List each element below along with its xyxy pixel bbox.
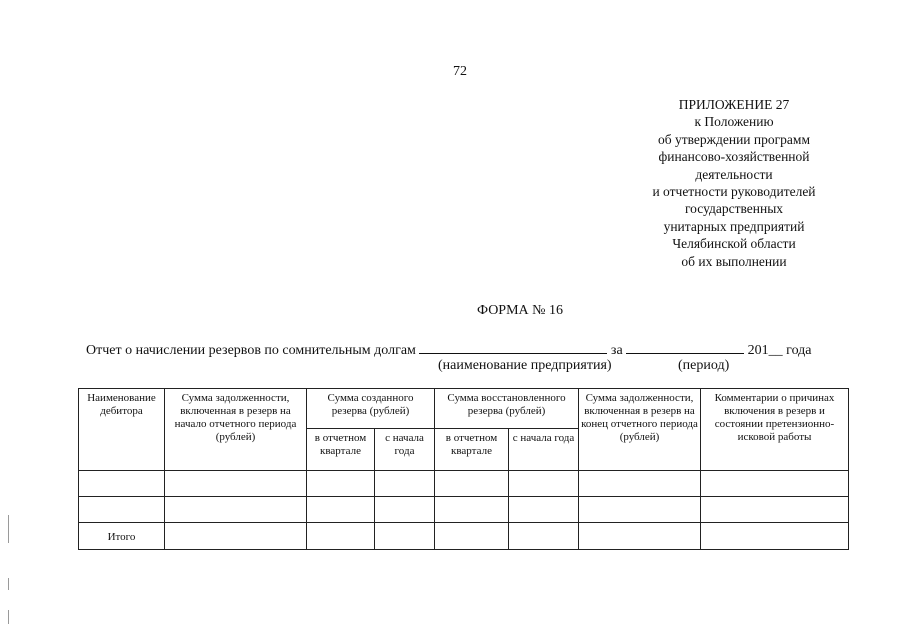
margin-mark — [8, 578, 9, 590]
table-cell[interactable] — [165, 471, 307, 497]
report-za: за — [610, 343, 623, 358]
appendix-block — [610, 96, 858, 270]
total-row — [79, 523, 849, 550]
table-cell[interactable] — [307, 523, 375, 550]
appendix-line: и отчетности руководителей — [652, 184, 816, 200]
header-created-reserve: Сумма созданного резерва (рублей) — [307, 389, 435, 429]
subheader-created-year: с начала года — [375, 429, 435, 471]
subheader-created-quarter: в отчетном квартале — [307, 429, 375, 471]
appendix-line: об утверждении программ — [657, 131, 810, 147]
table-cell[interactable] — [701, 523, 849, 550]
appendix-line: Челябинской области — [672, 236, 796, 252]
appendix-line: об их выполнении — [681, 253, 787, 269]
form-title: ФОРМА № 16 — [476, 303, 564, 318]
subheader-restored-quarter: в отчетном квартале — [435, 429, 509, 471]
table-cell[interactable] — [435, 497, 509, 523]
header-comments: Комментарии о причинах включения в резерв и состоянии претензионно-исковой работы — [701, 389, 849, 471]
report-title: Отчет о начислении резервов по сомнительным долгам — [86, 343, 416, 358]
table-cell[interactable] — [509, 497, 579, 523]
table-cell[interactable] — [579, 497, 701, 523]
report-table — [78, 388, 849, 550]
table-cell[interactable] — [701, 497, 849, 523]
caption-enterprise: (наименование предприятия) — [438, 358, 612, 373]
table-cell[interactable] — [79, 497, 165, 523]
table-cell[interactable] — [701, 471, 849, 497]
appendix-line: к Положению — [694, 114, 774, 130]
table-cell[interactable] — [375, 497, 435, 523]
table-row — [79, 497, 849, 523]
appendix-line: ПРИЛОЖЕНИЕ 27 — [678, 97, 790, 112]
caption-period: (период) — [678, 358, 730, 373]
table-cell[interactable] — [579, 523, 701, 550]
table-cell[interactable] — [375, 523, 435, 550]
table-cell[interactable] — [307, 497, 375, 523]
table-cell[interactable] — [165, 523, 307, 550]
report-year-prefix: 201__ — [747, 343, 783, 358]
table-cell[interactable] — [307, 471, 375, 497]
appendix-line: деятельности — [695, 166, 773, 182]
table-cell[interactable] — [435, 471, 509, 497]
table-cell[interactable] — [375, 471, 435, 497]
period-blank — [626, 340, 744, 354]
table-cell[interactable] — [579, 471, 701, 497]
page-number: 72 — [453, 64, 467, 79]
margin-mark — [8, 610, 9, 624]
report-title-line — [86, 340, 812, 360]
table-cell[interactable] — [509, 471, 579, 497]
total-label: Итого — [79, 523, 165, 550]
appendix-line: государственных — [684, 201, 784, 217]
margin-mark — [8, 515, 9, 543]
report-year-suffix: года — [786, 343, 812, 358]
header-debtor: Наименование дебитора — [79, 389, 165, 471]
table-cell[interactable] — [165, 497, 307, 523]
table-cell[interactable] — [79, 471, 165, 497]
header-restored-reserve: Сумма восстановленного резерва (рублей) — [435, 389, 579, 429]
table-cell[interactable] — [435, 523, 509, 550]
table-row — [79, 471, 849, 497]
appendix-line: финансово-хозяйственной — [658, 149, 810, 165]
subheader-restored-year: с начала года — [509, 429, 579, 471]
appendix-line: унитарных предприятий — [663, 218, 805, 234]
enterprise-blank — [419, 340, 607, 354]
header-debt-included: Сумма задолженности, включенная в резерв на начало отчетного периода (рублей) — [165, 389, 307, 471]
table-cell[interactable] — [509, 523, 579, 550]
header-debt-end: Сумма задолженности, включенная в резерв на конец отчетного периода (рублей) — [579, 389, 701, 471]
